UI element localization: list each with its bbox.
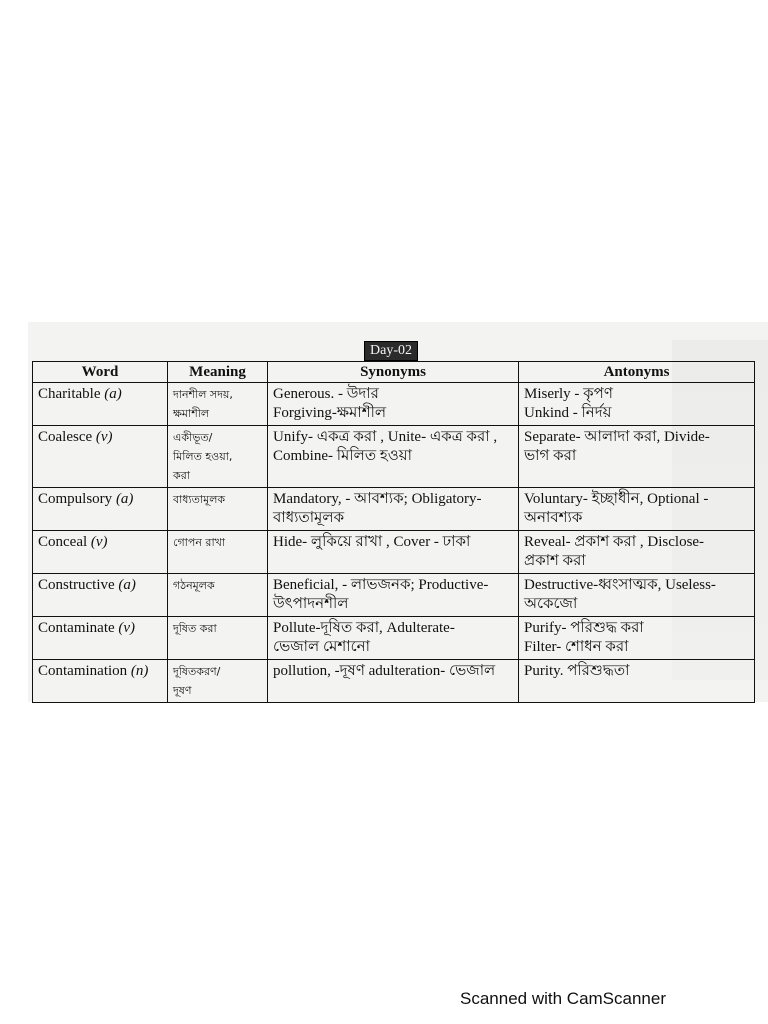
antonyms-cell [519,574,755,617]
synonyms-cell [268,660,519,703]
word-cell [33,383,168,426]
meaning-cell [168,574,268,617]
synonyms-cell [268,531,519,574]
part-of-speech: (v) [118,620,136,636]
camscanner-watermark: Scanned with CamScanner [460,989,667,1008]
synonyms-line: উৎপাদনশীল [273,596,349,612]
part-of-speech: (v) [90,534,108,550]
meaning-cell [168,488,268,531]
antonyms-cell [519,426,755,488]
antonyms-line: Unkind - নির্দয় [524,405,612,421]
part-of-speech: (a) [118,577,136,593]
word-cell [33,574,168,617]
antonyms-cell [519,660,755,703]
word-text: Compulsory [38,491,113,507]
antonyms-line: Purity. পরিশুদ্ধতা [524,663,630,679]
meaning-line: ক্ষমাশীল [173,407,210,420]
meaning-line: দানশীল সদয়, [173,388,233,401]
antonyms-cell [519,488,755,531]
synonyms-line: Pollute-দূষিত করা, Adulterate- [273,620,455,636]
synonyms-cell [268,488,519,531]
meaning-line: বাধ্যতামূলক [173,493,226,506]
table-row [33,426,755,488]
header-meaning: Meaning [168,362,268,383]
antonyms-line: Destructive-ধ্বংসাত্মক, Useless- [524,577,716,593]
antonyms-line: Purify- পরিশুদ্ধ করা [524,620,644,636]
word-text: Charitable [38,386,101,402]
table-row [33,531,755,574]
antonyms-line: অনাবশ্যক [524,510,583,526]
part-of-speech: (n) [130,663,149,679]
meaning-line: গোপন রাখা [173,536,226,549]
table-body [33,383,755,703]
synonyms-line: ভেজাল মেশানো [273,639,370,655]
word-cell [33,660,168,703]
antonyms-line: ভাগ করা [524,448,577,464]
meaning-line: মিলিত হওয়া, [173,450,233,463]
word-text: Conceal [38,534,88,550]
table-row [33,617,755,660]
table-row [33,574,755,617]
vocabulary-table [32,361,755,703]
meaning-line: দূষিতকরণ/ [173,665,221,678]
meaning-line: গঠনমূলক [173,579,215,592]
antonyms-cell [519,531,755,574]
meaning-line: করা [173,469,190,482]
table-row [33,383,755,426]
meaning-cell [168,531,268,574]
table-header-row [33,362,755,383]
synonyms-line: Mandatory, - আবশ্যক; Obligatory- [273,491,482,507]
antonyms-line: প্রকাশ করা [524,553,586,569]
synonyms-cell [268,426,519,488]
antonyms-cell [519,617,755,660]
antonyms-cell [519,383,755,426]
part-of-speech: (a) [115,491,134,507]
synonyms-line: Beneficial, - লাভজনক; Productive- [273,577,489,593]
header-word: Word [33,362,168,383]
meaning-cell [168,617,268,660]
antonyms-line: Miserly - কৃপণ [524,386,613,402]
synonyms-line: Unify- একত্র করা , Unite- একত্র করা , [273,429,498,445]
synonyms-line: pollution, -দূষণ adulteration- ভেজাল [273,663,496,679]
meaning-cell [168,426,268,488]
part-of-speech: (v) [95,429,113,445]
synonyms-cell [268,574,519,617]
word-text: Contaminate [38,620,115,636]
word-cell [33,488,168,531]
meaning-line: একীভূত/ [173,431,213,444]
antonyms-line: Separate- আলাদা করা, Divide- [524,429,710,445]
antonyms-line: Filter- শোধন করা [524,639,629,655]
word-text: Contamination [38,663,128,679]
day-label: Day-02 [364,341,418,361]
header-synonyms: Synonyms [268,362,519,383]
header-antonyms: Antonyms [519,362,755,383]
synonyms-line: Generous. - উদার [273,386,379,402]
meaning-cell [168,383,268,426]
word-cell [33,531,168,574]
table-row [33,488,755,531]
synonyms-cell [268,617,519,660]
meaning-cell [168,660,268,703]
word-text: Coalesce [38,429,93,445]
part-of-speech: (a) [104,386,122,402]
word-cell [33,426,168,488]
synonyms-cell [268,383,519,426]
antonyms-line: Reveal- প্রকাশ করা , Disclose- [524,534,705,550]
antonyms-line: অকেজো [524,596,578,612]
synonyms-line: Combine- মিলিত হওয়া [273,448,412,464]
table-row [33,660,755,703]
synonyms-line: Forgiving-ক্ষমাশীল [273,405,387,421]
meaning-line: দূষিত করা [173,622,217,635]
synonyms-line: Hide- লুকিয়ে রাখা , Cover - ঢাকা [273,534,471,550]
synonyms-line: বাধ্যতামূলক [273,510,345,526]
word-text: Constructive [38,577,115,593]
word-cell [33,617,168,660]
antonyms-line: Voluntary- ইচ্ছাধীন, Optional - [524,491,709,507]
meaning-line: দূষণ [173,684,192,697]
